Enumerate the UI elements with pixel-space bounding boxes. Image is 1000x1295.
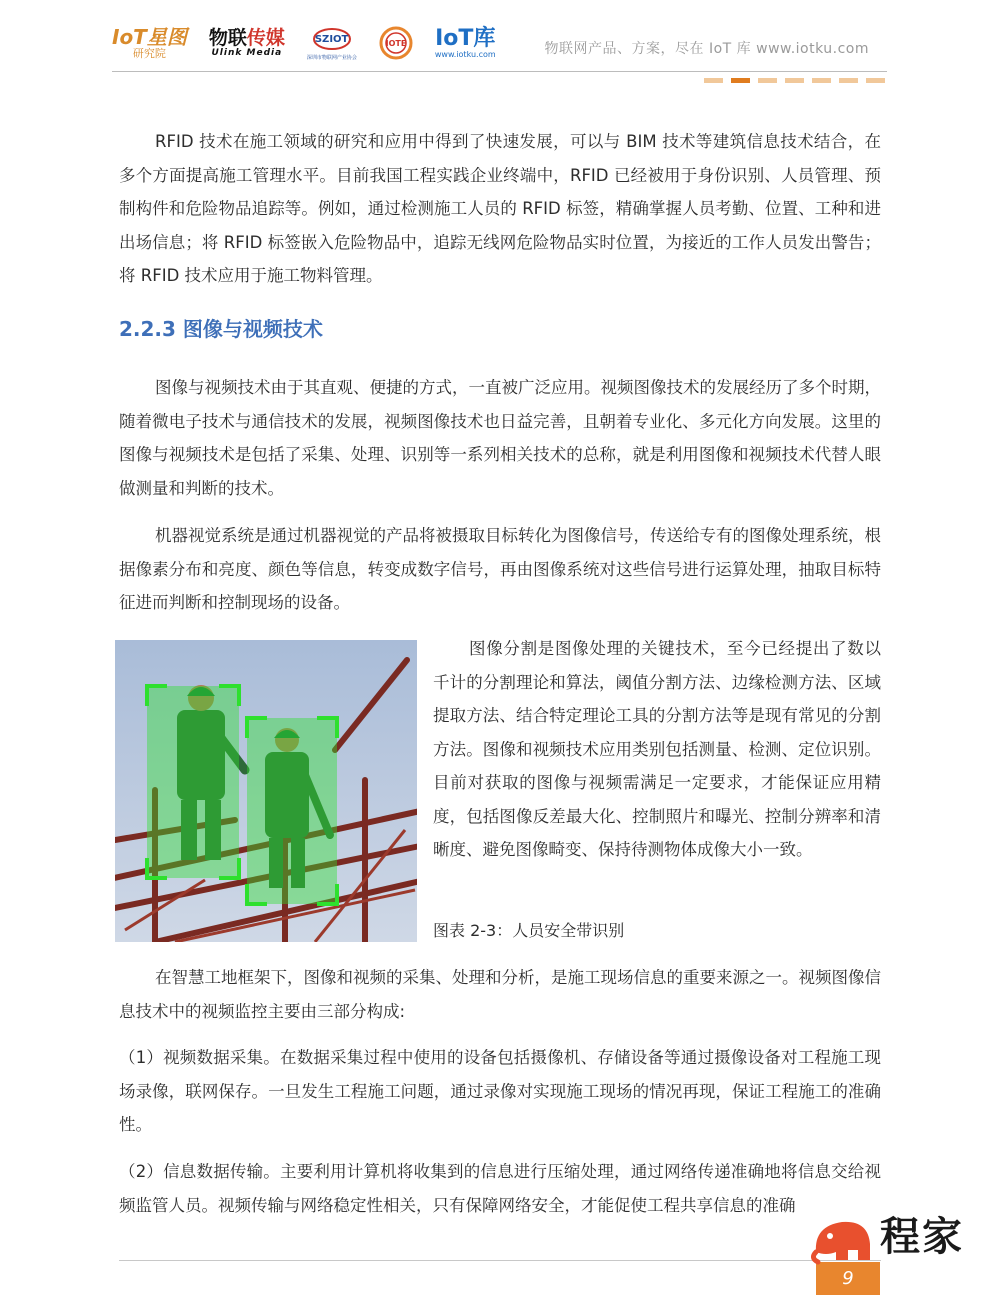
header-dash xyxy=(866,78,885,83)
header-dash xyxy=(758,78,777,83)
sziot-logo-subtext: 深圳市物联网产业协会 xyxy=(306,54,357,61)
page-header xyxy=(112,18,887,73)
ulink-logo-part-b: 传媒 xyxy=(246,27,285,49)
sziot-logo xyxy=(307,26,357,61)
header-dash xyxy=(812,78,831,83)
paragraph-segmentation: 图像分割是图像处理的关键技术，至今已经提出了数以千计的分割理论和算法，阈值分割方法、边缘检测方法、区域提取方法、结合特定理论工具的分割方法等是现有常见的分割方法。图像和视频技术应用类别包括测量、检测、定位识别。目前对获取的图像与视频需满足一定要求，才能保证应用精度，包括图像反差最大化、控制照片和曝光、控制分辨率和清晰度、避免图像畸变、保持待测物体成像大小一致。 xyxy=(433,639,881,859)
iote-logo-text: IOTE xyxy=(385,39,407,48)
list-item-video-capture: （1）视频数据采集。在数据采集过程中使用的设备包括摄像机、存储设备等通过摄像设备对工程施工现场录像，联网保存。一旦发生工程施工问题，通过录像对实现施工现场的情况再现，保证工程施工的准确性。 xyxy=(119,1048,881,1134)
sziot-logo-mark xyxy=(312,26,352,52)
header-dash-active xyxy=(731,78,750,83)
iotku-logo-text: IoT库 xyxy=(435,25,496,51)
detection-photo-illustration xyxy=(115,640,417,942)
header-dash xyxy=(704,78,723,83)
header-divider xyxy=(112,71,887,72)
ulink-media-logo xyxy=(209,28,285,58)
header-dash xyxy=(785,78,804,83)
list-item-data-transmission: （2）信息数据传输。主要利用计算机将收集到的信息进行压缩处理，通过网络传递准确地将信息交给视频监管人员。视频传输与网络稳定性相关，只有保障网络安全，才能促使工程共享信息的准确 xyxy=(119,1162,881,1215)
iotku-logo-subtext: www.iotku.com xyxy=(434,49,496,59)
iote-logo xyxy=(379,26,413,60)
ulink-media-logo-subtext: Ulink Media xyxy=(211,48,283,58)
header-tagline: 物联网产品、方案，尽在 IoT 库 www.iotku.com xyxy=(544,41,869,57)
header-decoration-dashes xyxy=(704,78,893,83)
sziot-logo-text: SZIOT xyxy=(314,33,349,45)
iot-xingtu-logo xyxy=(112,24,187,60)
detection-box-1 xyxy=(147,686,239,878)
iot-xingtu-logo-text: IoT星图 xyxy=(112,24,187,49)
footer-divider xyxy=(119,1260,881,1261)
ulink-media-logo-text xyxy=(209,28,285,48)
paragraph-smart-site: 在智慧工地框架下，图像和视频的采集、处理和分析，是施工现场信息的重要来源之一。视频图像信息技术中的视频监控主要由三部分构成: xyxy=(119,968,881,1021)
section-heading: 2.2.3 图像与视频技术 xyxy=(119,317,323,341)
logo-strip xyxy=(112,18,518,68)
iot-xingtu-logo-subtext: 研究院 xyxy=(132,46,166,60)
watermark-text: 程家 xyxy=(880,1214,964,1260)
paragraph-image-video: 图像与视频技术由于其直观、便捷的方式，一直被广泛应用。视频图像技术的发展经历了多个时期，随着微电子技术与通信技术的发展，视频图像技术也日益完善，且朝着专业化、多元化方向发展。这里的图像与视频技术是包括了采集、处理、识别等一系列相关技术的总称，就是利用图像和视频技术代替人眼做测量和判断的技术。 xyxy=(119,378,881,498)
ulink-logo-part-a: 物联 xyxy=(208,27,247,49)
page-number: 9 xyxy=(816,1262,880,1295)
safety-belt-detection-photo xyxy=(115,640,417,942)
paragraph-machine-vision: 机器视觉系统是通过机器视觉的产品将被摄取目标转化为图像信号，传送给专有的图像处理系统，根据像素分布和亮度、颜色等信息，转变成数字信号，再由图像系统对这些信号进行运算处理，抽取目标特征进而判断和控制现场的设备。 xyxy=(119,526,881,612)
iotku-logo xyxy=(434,25,496,59)
figure-caption: 图表 2-3：人员安全带识别 xyxy=(433,921,625,940)
header-dash xyxy=(839,78,858,83)
watermark xyxy=(808,1208,978,1268)
elephant-logo-icon xyxy=(808,1212,878,1268)
paragraph-rfid: RFID 技术在施工领域的研究和应用中得到了快速发展，可以与 BIM 技术等建筑信息技术结合，在多个方面提高施工管理水平。目前我国工程实践企业终端中，RFID 已经被用于身份识别、人员管理、预制构件和危险物品追踪等。例如，通过检测施工人员的 RFID 标签，精确掌握人员考勤、位置、工种和进出场信息；将 RFID 标签嵌入危险物品中，追踪无线网危险物品实时位置，为接近的工作人员发出警告；将 RFID 技术应用于施工物料管理。 xyxy=(119,132,881,285)
detection-box-2 xyxy=(247,718,337,904)
iote-badge-icon xyxy=(379,26,413,60)
